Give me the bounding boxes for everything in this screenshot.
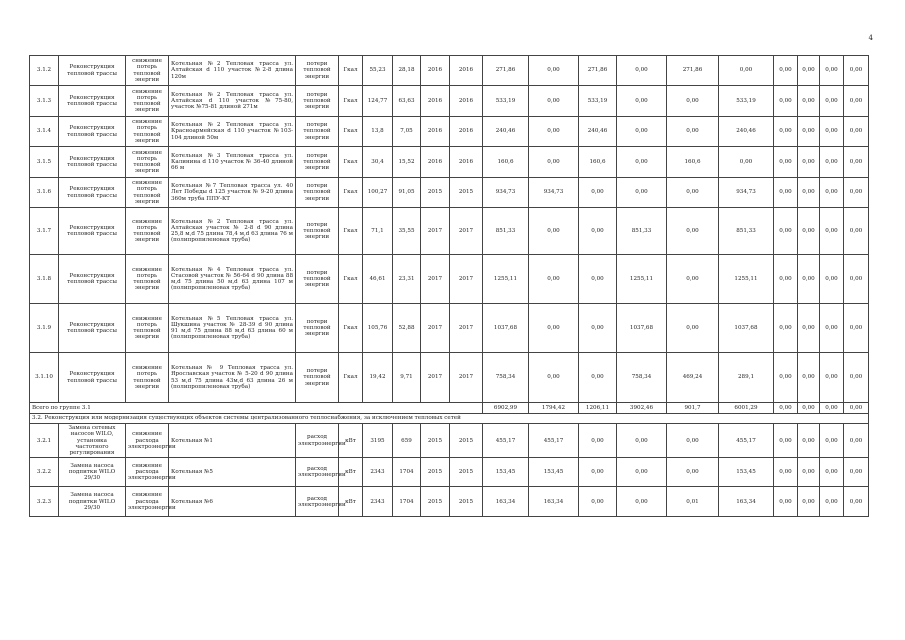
source-own: 0,00 [667, 117, 719, 147]
group-total-f4: 901,7 [667, 403, 719, 414]
measure-name: Реконструкция тепловой трассы [59, 56, 126, 86]
year-start: 2015 [421, 487, 450, 517]
value-after: 1704 [393, 458, 421, 487]
measure-name: Реконструкция тепловой трассы [59, 86, 126, 117]
unit: Гкал [339, 304, 363, 353]
measure-goal: снижение потерь тепловой энергии [126, 86, 169, 117]
object-description: Котельная № 9 Тепловая трасса ул. Ярославская участок № 5-20 d 90 длина 53 м,d 75 длина 43м,d 63 длина 26 м (полипропиленовая труба) [169, 353, 296, 403]
value-after: 9,71 [393, 353, 421, 403]
cost-total: 533,19 [483, 86, 529, 117]
source-tariff: 1037,68 [719, 304, 774, 353]
indicator-name: расход электроэнергии [296, 424, 339, 458]
source-own: 0,01 [667, 487, 719, 517]
value-before: 71,1 [363, 208, 393, 255]
year-start: 2015 [421, 458, 450, 487]
source-tariff: 163,34 [719, 487, 774, 517]
extra-2: 0,00 [798, 178, 820, 208]
source-tariff: 240,46 [719, 117, 774, 147]
extra-4: 0,00 [844, 487, 869, 517]
group-total-row [30, 403, 869, 414]
cost-total: 271,86 [483, 56, 529, 86]
object-description: Котельная №3 Тепловая трасса ул. Калинина d 110 участок № 36-40 длиной 66 м [169, 147, 296, 178]
cost-2015: 0,00 [529, 353, 579, 403]
unit: Гкал [339, 147, 363, 178]
unit: Гкал [339, 208, 363, 255]
extra-1: 0,00 [774, 487, 798, 517]
extra-3: 0,00 [820, 117, 844, 147]
extra-1: 0,00 [774, 56, 798, 86]
extra-1: 0,00 [774, 86, 798, 117]
cost-2017: 0,00 [617, 56, 667, 86]
indicator-name: расход электроэнергии [296, 487, 339, 517]
extra-3: 0,00 [820, 147, 844, 178]
value-after: 28,18 [393, 56, 421, 86]
row-number: 3.1.7 [30, 208, 59, 255]
value-after: 23,31 [393, 255, 421, 304]
extra-3: 0,00 [820, 487, 844, 517]
indicator-name: потери тепловой энергии [296, 86, 339, 117]
unit: кВт [339, 487, 363, 517]
cost-2016: 271,86 [579, 56, 617, 86]
extra-3: 0,00 [820, 178, 844, 208]
group-total-e2: 0,00 [798, 403, 820, 414]
extra-1: 0,00 [774, 424, 798, 458]
object-description: Котельная №4 Тепловая трасса ул. Стасовой участок № 56-64 d 90 длина 88 м,d 75 длина 50 м,d 63 длина 107 м (полипропиленовая труба) [169, 255, 296, 304]
year-end: 2015 [450, 458, 483, 487]
extra-4: 0,00 [844, 424, 869, 458]
group-total-label: Всего по группе 3.1 [30, 403, 483, 414]
measure-goal: снижение расхода электроэнергии [126, 487, 169, 517]
row-number: 3.1.4 [30, 117, 59, 147]
source-tariff: 1255,11 [719, 255, 774, 304]
measure-goal: снижение потерь тепловой энергии [126, 117, 169, 147]
source-own: 0,00 [667, 208, 719, 255]
cost-total: 160,6 [483, 147, 529, 178]
cost-2017: 0,00 [617, 117, 667, 147]
value-after: 52,88 [393, 304, 421, 353]
row-number: 3.1.8 [30, 255, 59, 304]
source-own: 0,00 [667, 304, 719, 353]
group-total-f5: 6001,29 [719, 403, 774, 414]
cost-total: 934,73 [483, 178, 529, 208]
cost-2016: 0,00 [579, 178, 617, 208]
cost-2015: 0,00 [529, 56, 579, 86]
measure-goal: снижение потерь тепловой энергии [126, 56, 169, 86]
year-end: 2017 [450, 304, 483, 353]
extra-2: 0,00 [798, 353, 820, 403]
object-description: Котельная №1 [169, 424, 296, 458]
row-number: 3.1.10 [30, 353, 59, 403]
object-description: Котельная №5 Тепловая трасса ул. Шукшина участок № 28-39 d 90 длина 91 м,d 75 длина 88 м,d 63 длина 60 м (полипропиленовая труба) [169, 304, 296, 353]
indicator-name: потери тепловой энергии [296, 117, 339, 147]
table-row [30, 208, 869, 255]
extra-4: 0,00 [844, 458, 869, 487]
measure-name: Реконструкция тепловой трассы [59, 255, 126, 304]
cost-2016: 0,00 [579, 208, 617, 255]
unit: Гкал [339, 56, 363, 86]
cost-total: 1255,11 [483, 255, 529, 304]
object-description: Котельная №2 Тепловая трасса ул. Красноармейская d 110 участок №103-104 длиной 50м [169, 117, 296, 147]
extra-4: 0,00 [844, 117, 869, 147]
extra-3: 0,00 [820, 255, 844, 304]
extra-3: 0,00 [820, 424, 844, 458]
value-after: 1704 [393, 487, 421, 517]
cost-2017: 0,00 [617, 487, 667, 517]
source-own: 0,00 [667, 458, 719, 487]
measure-name: Реконструкция тепловой трассы [59, 178, 126, 208]
source-tariff: 455,17 [719, 424, 774, 458]
cost-2016: 0,00 [579, 255, 617, 304]
value-before: 46,61 [363, 255, 393, 304]
year-start: 2017 [421, 208, 450, 255]
cost-2017: 758,34 [617, 353, 667, 403]
measure-goal: снижение потерь тепловой энергии [126, 353, 169, 403]
extra-1: 0,00 [774, 117, 798, 147]
extra-3: 0,00 [820, 458, 844, 487]
cost-total: 1037,68 [483, 304, 529, 353]
year-start: 2015 [421, 424, 450, 458]
unit: Гкал [339, 86, 363, 117]
cost-2015: 455,17 [529, 424, 579, 458]
indicator-name: потери тепловой энергии [296, 255, 339, 304]
table-row [30, 147, 869, 178]
table-row [30, 56, 869, 86]
extra-2: 0,00 [798, 458, 820, 487]
cost-2015: 153,45 [529, 458, 579, 487]
extra-4: 0,00 [844, 353, 869, 403]
extra-3: 0,00 [820, 353, 844, 403]
year-start: 2015 [421, 178, 450, 208]
measure-goal: снижение потерь тепловой энергии [126, 255, 169, 304]
group-total-f2: 1206,11 [579, 403, 617, 414]
cost-2017: 0,00 [617, 178, 667, 208]
row-number: 3.2.3 [30, 487, 59, 517]
row-number: 3.1.6 [30, 178, 59, 208]
value-after: 7,05 [393, 117, 421, 147]
cost-2016: 0,00 [579, 353, 617, 403]
year-end: 2015 [450, 178, 483, 208]
table-row [30, 353, 869, 403]
cost-2015: 934,73 [529, 178, 579, 208]
year-end: 2015 [450, 487, 483, 517]
cost-2015: 0,00 [529, 208, 579, 255]
cost-2015: 0,00 [529, 86, 579, 117]
row-number: 3.2.2 [30, 458, 59, 487]
source-own: 0,00 [667, 255, 719, 304]
source-tariff: 289,1 [719, 353, 774, 403]
year-start: 2016 [421, 56, 450, 86]
value-before: 13,8 [363, 117, 393, 147]
extra-1: 0,00 [774, 353, 798, 403]
year-start: 2016 [421, 86, 450, 117]
cost-2015: 0,00 [529, 255, 579, 304]
source-tariff: 0,00 [719, 147, 774, 178]
extra-2: 0,00 [798, 487, 820, 517]
section-32-title: 3.2. Реконструкция или модернизация существующих объектов системы централизованного теплоснабжения, за исключением тепловых сетей [30, 414, 869, 424]
unit: кВт [339, 458, 363, 487]
extra-2: 0,00 [798, 304, 820, 353]
measure-goal: снижение потерь тепловой энергии [126, 208, 169, 255]
year-end: 2016 [450, 147, 483, 178]
extra-2: 0,00 [798, 255, 820, 304]
year-start: 2017 [421, 255, 450, 304]
measure-name: Реконструкция тепловой трассы [59, 117, 126, 147]
object-description: Котельная №6 [169, 487, 296, 517]
cost-2017: 0,00 [617, 86, 667, 117]
unit: Гкал [339, 255, 363, 304]
year-start: 2016 [421, 117, 450, 147]
group-total-f1: 1794,42 [529, 403, 579, 414]
table-row [30, 178, 869, 208]
measure-goal: снижение потерь тепловой энергии [126, 304, 169, 353]
indicator-name: расход электроэнергии [296, 458, 339, 487]
value-before: 100,27 [363, 178, 393, 208]
source-tariff: 851,33 [719, 208, 774, 255]
cost-2017: 1037,68 [617, 304, 667, 353]
unit: Гкал [339, 178, 363, 208]
row-number: 3.1.9 [30, 304, 59, 353]
indicator-name: потери тепловой энергии [296, 147, 339, 178]
source-tariff: 153,45 [719, 458, 774, 487]
extra-3: 0,00 [820, 56, 844, 86]
measure-name: Замена насоса подпитки WILO 29/30 [59, 487, 126, 517]
unit: Гкал [339, 353, 363, 403]
table-row [30, 255, 869, 304]
value-before: 2343 [363, 458, 393, 487]
source-own: 0,00 [667, 86, 719, 117]
year-start: 2016 [421, 147, 450, 178]
value-after: 91,05 [393, 178, 421, 208]
extra-4: 0,00 [844, 304, 869, 353]
measure-name: Замена сетевых насосов WILO, установка частотного регулирования [59, 424, 126, 458]
cost-2015: 0,00 [529, 117, 579, 147]
cost-2016: 0,00 [579, 424, 617, 458]
cost-2015: 163,34 [529, 487, 579, 517]
year-end: 2016 [450, 86, 483, 117]
measure-name: Реконструкция тепловой трассы [59, 353, 126, 403]
cost-2017: 0,00 [617, 147, 667, 178]
cost-total: 851,33 [483, 208, 529, 255]
row-number: 3.1.2 [30, 56, 59, 86]
value-before: 19,42 [363, 353, 393, 403]
extra-2: 0,00 [798, 147, 820, 178]
year-end: 2015 [450, 424, 483, 458]
extra-4: 0,00 [844, 255, 869, 304]
table-row [30, 304, 869, 353]
extra-4: 0,00 [844, 208, 869, 255]
value-before: 2343 [363, 487, 393, 517]
extra-1: 0,00 [774, 147, 798, 178]
cost-2017: 851,33 [617, 208, 667, 255]
source-tariff: 533,19 [719, 86, 774, 117]
cost-total: 163,34 [483, 487, 529, 517]
row-number: 3.1.3 [30, 86, 59, 117]
source-own: 0,00 [667, 178, 719, 208]
extra-3: 0,00 [820, 208, 844, 255]
cost-total: 455,17 [483, 424, 529, 458]
object-description: Котельная №2 Тепловая трасса ул. Алтайская d 110 участок №75-80, участок №75-81 длиной 271м [169, 86, 296, 117]
measure-name: Реконструкция тепловой трассы [59, 208, 126, 255]
year-start: 2017 [421, 304, 450, 353]
value-after: 63,63 [393, 86, 421, 117]
measure-goal: снижение расхода электроэнергии [126, 424, 169, 458]
cost-2015: 0,00 [529, 304, 579, 353]
cost-2016: 160,6 [579, 147, 617, 178]
row-number: 3.1.5 [30, 147, 59, 178]
source-own: 160,6 [667, 147, 719, 178]
extra-4: 0,00 [844, 86, 869, 117]
source-own: 0,00 [667, 424, 719, 458]
cost-total: 758,34 [483, 353, 529, 403]
table-row [30, 424, 869, 458]
extra-1: 0,00 [774, 304, 798, 353]
group-total-f3: 3902,46 [617, 403, 667, 414]
extra-1: 0,00 [774, 178, 798, 208]
source-tariff: 0,00 [719, 56, 774, 86]
measure-name: Замена насоса подпитки WILO 29/30 [59, 458, 126, 487]
table-row [30, 487, 869, 517]
extra-2: 0,00 [798, 117, 820, 147]
group-total-sum: 6902,99 [483, 403, 529, 414]
extra-3: 0,00 [820, 86, 844, 117]
cost-2015: 0,00 [529, 147, 579, 178]
group-total-e3: 0,00 [820, 403, 844, 414]
table-row [30, 117, 869, 147]
measure-name: Реконструкция тепловой трассы [59, 147, 126, 178]
table-row [30, 458, 869, 487]
cost-2016: 0,00 [579, 487, 617, 517]
measure-name: Реконструкция тепловой трассы [59, 304, 126, 353]
year-start: 2017 [421, 353, 450, 403]
cost-total: 240,46 [483, 117, 529, 147]
value-before: 55,23 [363, 56, 393, 86]
indicator-name: потери тепловой энергии [296, 208, 339, 255]
value-after: 15,52 [393, 147, 421, 178]
investment-table [29, 55, 869, 517]
year-end: 2016 [450, 56, 483, 86]
source-own: 271,86 [667, 56, 719, 86]
extra-4: 0,00 [844, 147, 869, 178]
extra-1: 0,00 [774, 208, 798, 255]
extra-3: 0,00 [820, 304, 844, 353]
cost-2017: 0,00 [617, 458, 667, 487]
measure-goal: снижение расхода электроэнергии [126, 458, 169, 487]
section-header-row [30, 414, 869, 424]
indicator-name: потери тепловой энергии [296, 56, 339, 86]
object-description: Котельная №7 Тепловая трасса ул. 40 Лет Победы d 125 участок № 9-20 длина 360м труба ППУ-КТ [169, 178, 296, 208]
table-row [30, 86, 869, 117]
row-number: 3.2.1 [30, 424, 59, 458]
year-end: 2017 [450, 255, 483, 304]
group-total-e1: 0,00 [774, 403, 798, 414]
cost-2017: 1255,11 [617, 255, 667, 304]
indicator-name: потери тепловой энергии [296, 178, 339, 208]
cost-total: 153,45 [483, 458, 529, 487]
group-total-e4: 0,00 [844, 403, 869, 414]
extra-2: 0,00 [798, 56, 820, 86]
object-description: Котельная №2 Тепловая трасса ул. Алтайская участок № 2-8 d 90 длина 25,8 м,d 75 длина 78,4 м,d 63 длина 76 м (полипропиленовая труба) [169, 208, 296, 255]
year-end: 2017 [450, 353, 483, 403]
cost-2016: 0,00 [579, 458, 617, 487]
unit: кВт [339, 424, 363, 458]
measure-goal: снижение потерь тепловой энергии [126, 178, 169, 208]
value-before: 30,4 [363, 147, 393, 178]
year-end: 2017 [450, 208, 483, 255]
extra-1: 0,00 [774, 255, 798, 304]
object-description: Котельная №2 Тепловая трасса ул. Алтайская d 110 участок №2-8 длина 120м [169, 56, 296, 86]
measure-goal: снижение потерь тепловой энергии [126, 147, 169, 178]
value-before: 105,76 [363, 304, 393, 353]
year-end: 2016 [450, 117, 483, 147]
cost-2016: 533,19 [579, 86, 617, 117]
extra-2: 0,00 [798, 208, 820, 255]
value-before: 3195 [363, 424, 393, 458]
cost-2016: 0,00 [579, 304, 617, 353]
extra-2: 0,00 [798, 86, 820, 117]
object-description: Котельная №5 [169, 458, 296, 487]
cost-2017: 0,00 [617, 424, 667, 458]
indicator-name: потери тепловой энергии [296, 353, 339, 403]
cost-2016: 240,46 [579, 117, 617, 147]
extra-4: 0,00 [844, 56, 869, 86]
indicator-name: потери тепловой энергии [296, 304, 339, 353]
extra-4: 0,00 [844, 178, 869, 208]
source-tariff: 934,73 [719, 178, 774, 208]
value-before: 124,77 [363, 86, 393, 117]
unit: Гкал [339, 117, 363, 147]
value-after: 659 [393, 424, 421, 458]
extra-1: 0,00 [774, 458, 798, 487]
value-after: 35,55 [393, 208, 421, 255]
source-own: 469,24 [667, 353, 719, 403]
page-number: 4 [868, 34, 873, 42]
extra-2: 0,00 [798, 424, 820, 458]
